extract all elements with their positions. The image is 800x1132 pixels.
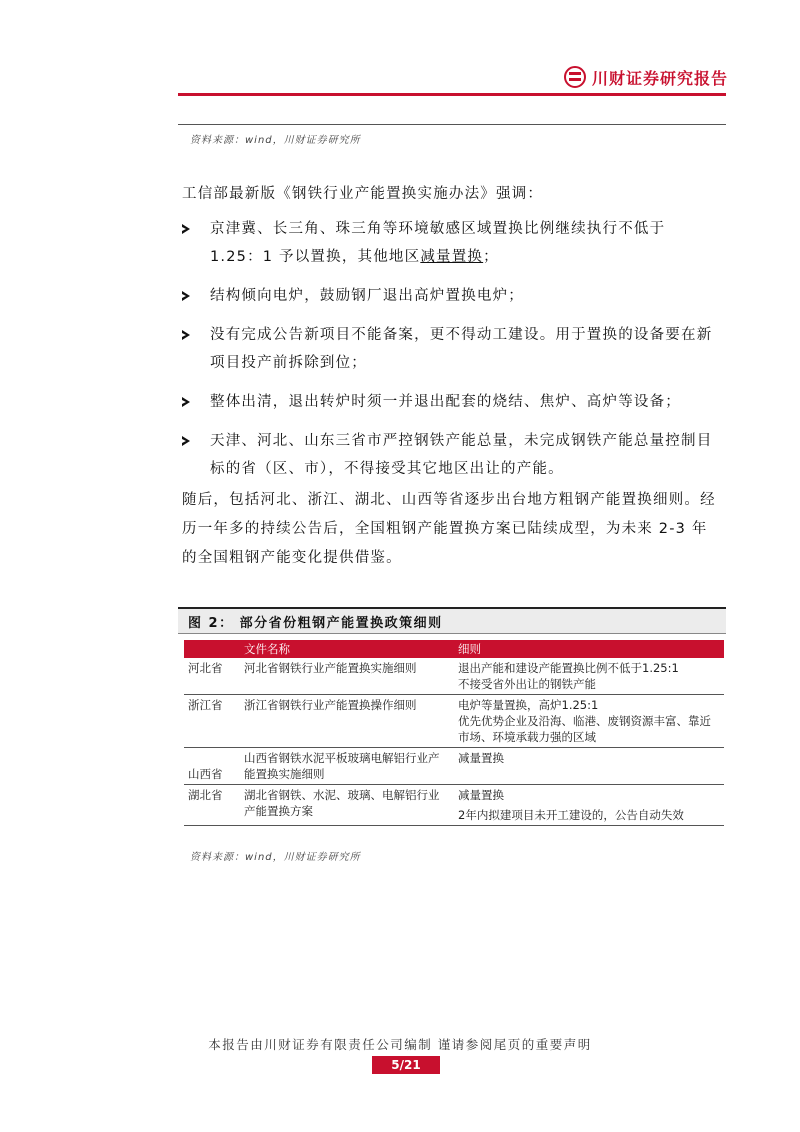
- bullet-item: 天津、河北、山东三省市严控钢铁产能总量，未完成钢铁产能总量控制目标的省（区、市），不得接受其它地区出让的产能。: [180, 427, 726, 483]
- followup-paragraph: 随后，包括河北、浙江、湖北、山西等省逐步出台地方粗钢产能置换细则。经历一年多的持续公告后，全国粗钢产能置换方案已陆续成型，为未来 2-3 年的全国粗钢产能变化提供借鉴。: [182, 492, 716, 566]
- company-logo-icon: [564, 66, 586, 88]
- document-cell: 山西省钢铁水泥平板玻璃电解铝行业产能置换实施细则: [240, 748, 454, 785]
- header-title: 川财证券研究报告: [592, 69, 729, 88]
- policy-table: [184, 640, 724, 826]
- details-cell: 减量置换 2年内拟建项目未开工建设的，公告自动失效: [454, 785, 724, 826]
- arrow-bullet-icon: [182, 397, 190, 407]
- details-cell: 电炉等量置换，高炉1.25:1 优先优势企业及沿海、临港、废钢资源丰富、靠近市场、环境承载力强的区域: [454, 695, 724, 748]
- document-cell: 河北省钢铁行业产能置换实施细则: [240, 658, 454, 695]
- top-source-rule: [178, 124, 726, 125]
- bullet-item: 京津冀、长三角、珠三角等环境敏感区域置换比例继续执行不低于 1.25：1 予以置换，其他地区减量置换；: [180, 215, 726, 271]
- bullet-item: 结构倾向电炉，鼓励钢厂退出高炉置换电炉；: [180, 282, 726, 310]
- province-cell: 浙江省: [184, 695, 240, 748]
- province-cell: 湖北省: [184, 785, 240, 826]
- column-header: [184, 640, 240, 658]
- header-divider: [178, 93, 726, 96]
- bullet-item: 整体出清，退出转炉时须一并退出配套的烧结、焦炉、高炉等设备；: [180, 388, 726, 416]
- bullet-item: 没有完成公告新项目不能备案，更不得动工建设。用于置换的设备要在新项目投产前拆除到位；: [180, 321, 726, 377]
- figure-source-note: 资料来源：wind，川财证券研究所: [190, 852, 361, 863]
- report-header: [178, 62, 729, 96]
- details-cell: 减量置换: [454, 748, 724, 785]
- arrow-bullet-icon: [182, 436, 190, 446]
- table-row: [184, 785, 724, 826]
- column-header: 文件名称: [240, 640, 454, 658]
- table-row: [184, 658, 724, 695]
- arrow-bullet-icon: [182, 224, 190, 234]
- top-source-note: 资料来源：wind，川财证券研究所: [190, 135, 361, 146]
- policy-bullet-list: [180, 215, 726, 494]
- table-header-row: [184, 640, 724, 658]
- table-row: [184, 695, 724, 748]
- footer-disclaimer: 本报告由川财证券有限责任公司编制 谨请参阅尾页的重要声明: [208, 1037, 592, 1052]
- figure-title-bar: [178, 607, 726, 634]
- table-row: [184, 748, 724, 785]
- arrow-bullet-icon: [182, 330, 190, 340]
- details-cell: 退出产能和建设产能置换比例不低于1.25:1 不接受省外出让的钢铁产能: [454, 658, 724, 695]
- province-cell: 山西省: [184, 748, 240, 785]
- arrow-bullet-icon: [182, 291, 190, 301]
- figure-title: 图 2： 部分省份粗钢产能置换政策细则: [188, 616, 443, 631]
- document-cell: 湖北省钢铁、水泥、玻璃、电解铝行业产能置换方案: [240, 785, 454, 826]
- province-cell: 河北省: [184, 658, 240, 695]
- document-cell: 浙江省钢铁行业产能置换操作细则: [240, 695, 454, 748]
- column-header: 细则: [454, 640, 724, 658]
- page-number: 5/21: [372, 1056, 440, 1074]
- intro-paragraph: 工信部最新版《钢铁行业产能置换实施办法》强调：: [182, 186, 544, 202]
